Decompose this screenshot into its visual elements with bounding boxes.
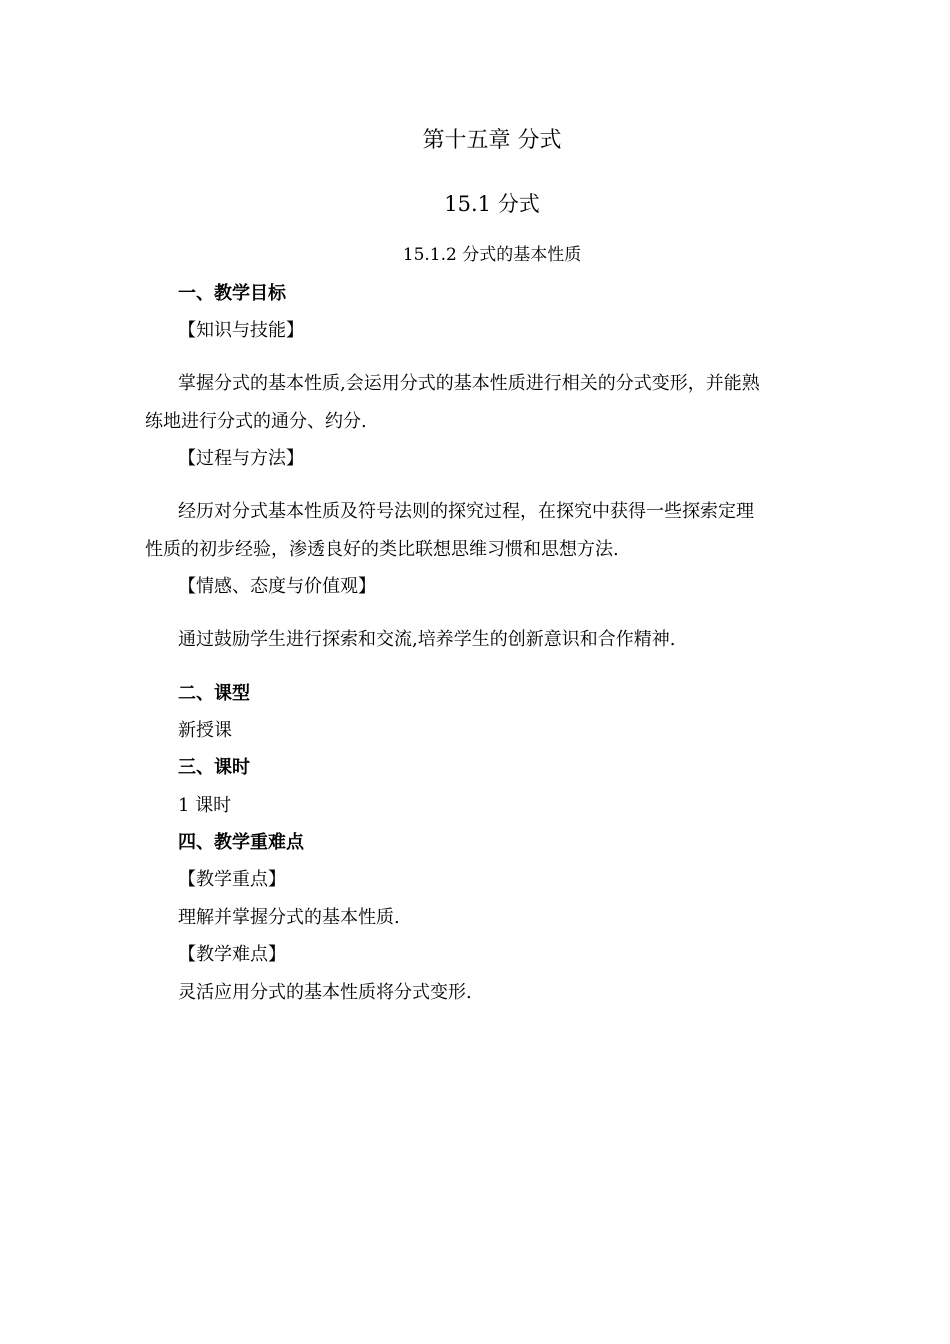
chapter-title: 第十五章 分式 (422, 128, 562, 153)
process-text-line1: 经历对分式基本性质及符号法则的探究过程，在探究中获得一些探索定理 (178, 501, 754, 522)
emotion-label: 【情感、态度与价值观】 (178, 576, 376, 597)
focus-label: 【教学重点】 (178, 869, 286, 890)
difficulty-text: 灵活应用分式的基本性质将分式变形. (178, 982, 472, 1003)
process-label: 【过程与方法】 (178, 448, 304, 469)
lesson-hours-value: 1 课时 (178, 795, 232, 816)
focus-text: 理解并掌握分式的基本性质. (178, 907, 400, 928)
key-points-heading: 四、教学重难点 (178, 832, 304, 853)
emotion-text: 通过鼓励学生进行探索和交流,培养学生的创新意识和合作精神. (178, 629, 676, 650)
knowledge-text-line1: 掌握分式的基本性质,会运用分式的基本性质进行相关的分式变形，并能熟 (178, 373, 760, 394)
knowledge-text-line2: 练地进行分式的通分、约分. (145, 411, 367, 432)
difficulty-label: 【教学难点】 (178, 944, 286, 965)
knowledge-label: 【知识与技能】 (178, 320, 304, 341)
lesson-hours-heading: 三、课时 (178, 757, 250, 778)
subsection-title: 15.1.2 分式的基本性质 (402, 245, 582, 265)
section-title: 15.1 分式 (444, 192, 540, 216)
lesson-type-heading: 二、课型 (178, 683, 250, 704)
lesson-type-value: 新授课 (178, 720, 232, 741)
process-text-line2: 性质的初步经验，渗透良好的类比联想思维习惯和思想方法. (145, 539, 619, 560)
objectives-heading: 一、教学目标 (178, 283, 286, 304)
